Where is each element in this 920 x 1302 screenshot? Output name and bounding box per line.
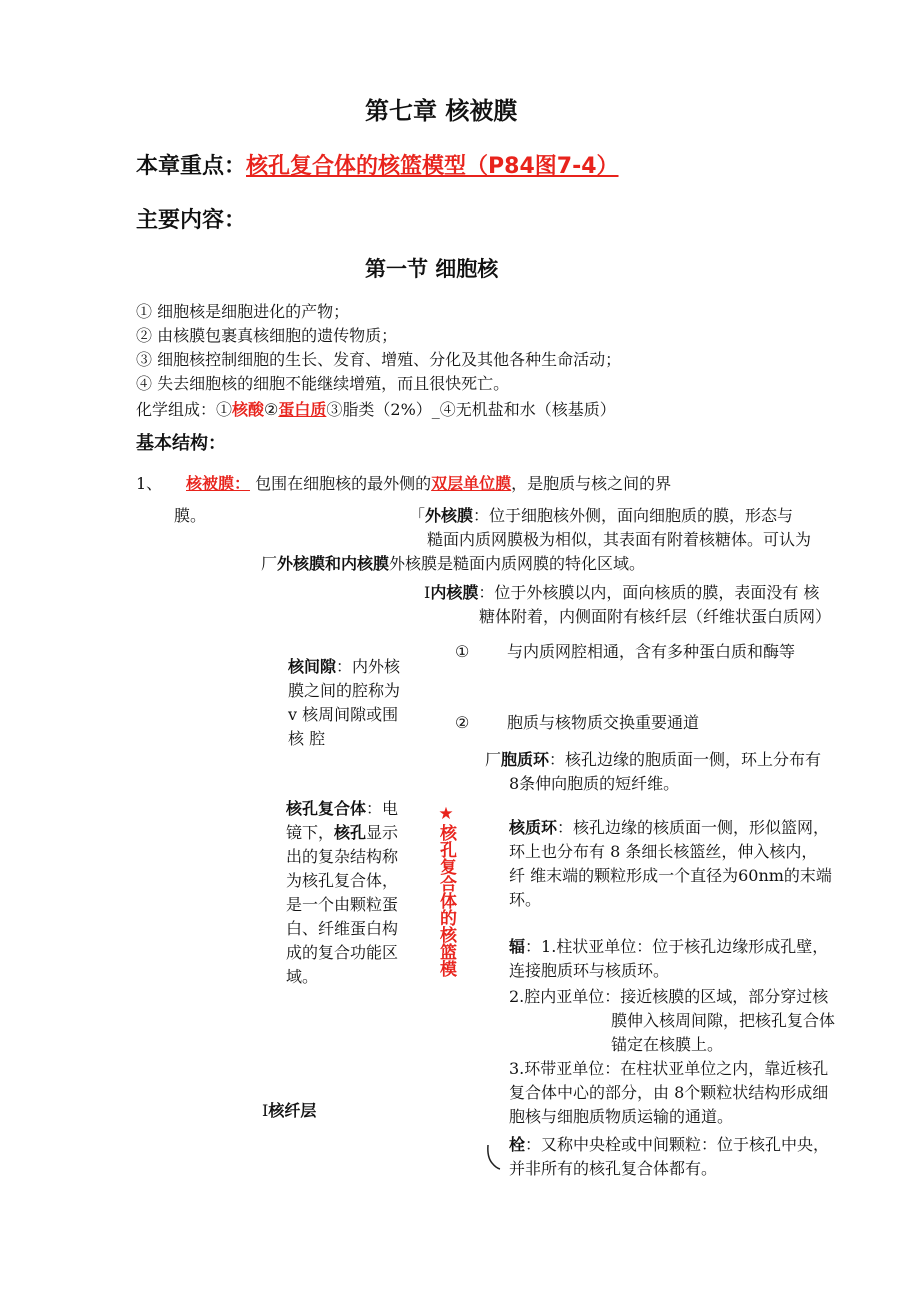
outer-membrane-line1 [409,503,793,528]
perinuclear-line3: v 核周间隙或围 [288,705,399,724]
npc-line2 [286,820,398,845]
npc-line4: 为核孔复合体， [286,871,399,890]
nuclear-lamina-label: 核纤层 [268,1101,317,1120]
perinuclear-point1: 与内质网腔相通，含有多种蛋白质和酶等 [507,642,796,661]
composition-prefix: 化学组成：① [136,400,233,419]
point-1: ① 细胞核是细胞进化的产物； [136,302,350,321]
nuclear-lamina-prefix: I [262,1101,269,1120]
nuclear-ring-desc1: ：核孔边缘的核质面一侧，形似篮网， [557,818,830,837]
perinuclear-line1 [288,654,400,679]
plug-desc1: ：又称中央栓或中间颗粒：位于核孔中央， [525,1135,830,1154]
item1-number: 1、 [136,474,163,493]
nuclear-basket-note: ★核孔复合体的核篮模 [436,804,456,977]
nuclear-envelope-term: 核被膜： [186,474,251,493]
npc-line2-a: 镜下， [286,823,335,842]
npc-line2-b: 显示 [366,823,399,842]
npc-line1 [286,796,398,821]
spokes-label: 辐 [509,937,526,956]
chapter-title: 第七章 核被膜 [365,97,518,125]
item1-definition [186,471,671,496]
composition-nucleic-acid: 核酸 [232,400,265,419]
npc-line6: 白、纤维蛋白构 [286,919,399,938]
spokes-line1 [509,934,828,959]
outer-membrane-bracket: 「 [409,506,426,525]
cytoplasmic-ring-label: 胞质环 [501,750,550,769]
item1-desc-c: 膜。 [174,506,207,525]
npc-line3: 出的复杂结构称 [286,847,399,866]
perinuclear-point2: 胞质与核物质交换重要通道 [507,713,700,732]
spokes-line3: 2.腔内亚单位：接近核膜的区域，部分穿过核 [509,987,829,1006]
perinuclear-point2-marker: ② [455,713,470,732]
outer-inner-membrane [261,551,645,576]
inner-membrane-line1 [424,580,819,605]
perinuclear-line2: 膜之间的腔称为 [288,681,401,700]
spokes-desc1: ：1.柱状亚单位：位于核孔边缘形成孔壁， [525,937,829,956]
basic-structure-label: 基本结构： [136,433,226,454]
perinuclear-line4: 核 腔 [288,729,326,748]
spokes-line2: 连接胞质环与核质环。 [509,961,670,980]
plug-line2: 并非所有的核孔复合体都有。 [509,1159,718,1178]
npc-line8: 域。 [286,967,319,986]
npc-label: 核孔复合体 [286,799,367,818]
composition-protein: 蛋白质 [278,400,327,419]
key-point-value: 核孔复合体的核篮模型（P84图7-4） [246,154,619,179]
nuclear-ring-line4: 环。 [509,890,542,909]
plug-line1 [509,1132,829,1157]
nuclear-lamina [262,1098,316,1123]
section-title: 第一节 细胞核 [365,257,499,281]
cytoplasmic-ring-line2: 8条伸向胞质的短纤维。 [509,774,680,793]
spokes-line6: 3.环带亚单位：在柱状亚单位之内，靠近核孔 [509,1059,829,1078]
nuclear-ring-line3: 纤 维末端的颗粒形成一个直径为60nm的末端 [509,866,832,885]
npc-line5: 是一个由颗粒蛋 [286,895,399,914]
cytoplasmic-ring-prefix: 厂 [485,750,502,769]
npc-line7: 成的复合功能区 [286,943,399,962]
point-2: ② 由核膜包裹真核细胞的遗传物质； [136,326,398,345]
key-point [136,151,619,183]
npc-line2-bold: 核孔 [334,823,367,842]
point-3: ③ 细胞核控制细胞的生长、发育、增殖、分化及其他各种生命活动； [136,350,622,369]
perinuclear-desc1: ：内外核 [336,657,401,676]
outer-inner-desc: 外核膜是糙面内质网膜的特化区域。 [389,554,646,573]
outer-membrane-label: 外核膜 [425,506,474,525]
outer-inner-prefix: 厂 [261,554,278,573]
brace-mark-icon [484,1143,504,1171]
inner-membrane-desc1: ：位于外核膜以内，面向核质的膜，表面没有 核 [478,583,820,602]
inner-membrane-bracket: I [424,583,431,602]
perinuclear-label: 核间隙 [288,657,337,676]
outer-membrane-desc1: ：位于细胞核外侧，面向细胞质的膜，形态与 [473,506,794,525]
cytoplasmic-ring-line1 [485,747,821,772]
composition-rest: ③脂类（2%）_④无机盐和水（核基质） [326,400,616,419]
npc-line1-rest: ：电 [366,799,399,818]
composition-mid: ② [264,400,279,419]
item1-desc-b: ，是胞质与核之间的界 [511,474,672,493]
item1-desc-a: 包围在细胞核的最外侧的 [255,474,432,493]
inner-membrane-label: 内核膜 [430,583,479,602]
key-point-label: 本章重点： [136,154,247,179]
nuclear-ring-line2: 环上也分布有 8 条细长核篮丝，伸入核内， [509,842,818,861]
point-4: ④ 失去细胞核的细胞不能继续增殖，而且很快死亡。 [136,374,510,393]
spokes-line4: 膜伸入核周间隙，把核孔复合体 [611,1011,836,1030]
nuclear-ring-label: 核质环 [509,818,558,837]
plug-label: 栓 [509,1135,526,1154]
spokes-line5: 锚定在核膜上。 [611,1035,724,1054]
outer-membrane-line2: 糙面内质网膜极为相似，其表面有附着核糖体。可认为 [427,530,812,549]
double-unit-membrane: 双层单位膜 [431,474,512,493]
spokes-line8: 胞核与细胞质物质运输的通道。 [509,1107,734,1126]
outer-inner-label: 外核膜和内核膜 [277,554,390,573]
nuclear-ring-line1 [509,815,829,840]
cytoplasmic-ring-desc1: ：核孔边缘的胞质面一侧，环上分布有 [549,750,822,769]
perinuclear-point1-marker: ① [455,642,470,661]
spokes-line7: 复合体中心的部分，由 8个颗粒状结构形成细 [509,1083,829,1102]
main-content-label: 主要内容： [136,208,247,233]
inner-membrane-line2: 糖体附着，内侧面附有核纤层（纤维状蛋白质网） [479,607,832,626]
chemical-composition [136,397,616,422]
